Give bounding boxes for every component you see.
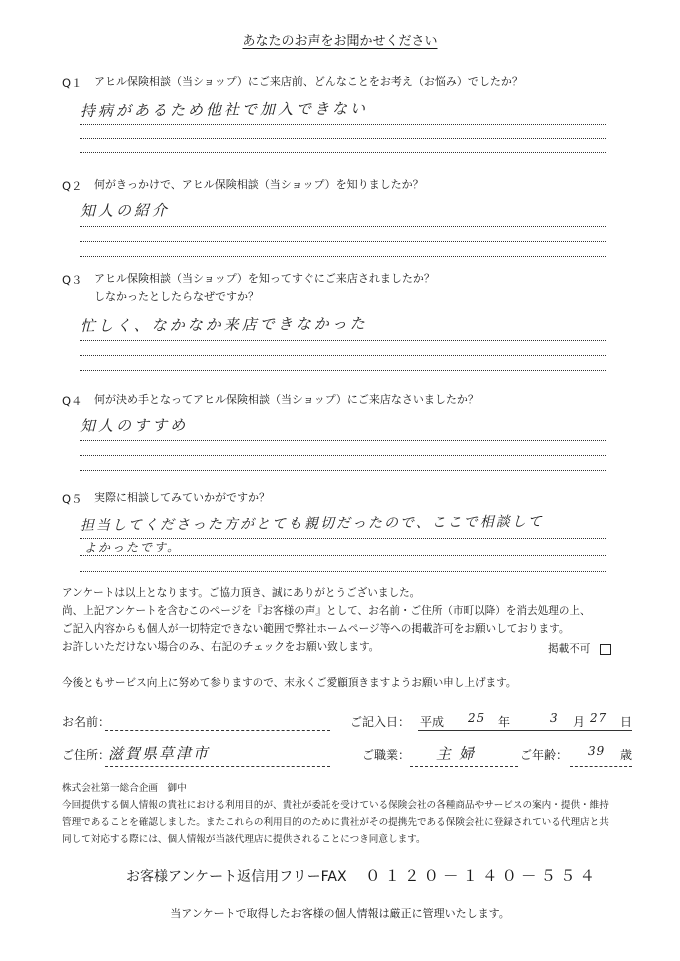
date-underline bbox=[418, 730, 632, 731]
address-label: ご住所： bbox=[62, 748, 111, 762]
opt-out-label: 掲載不可 bbox=[548, 643, 591, 655]
answer-line bbox=[80, 241, 606, 242]
date-era: 平成 bbox=[420, 715, 445, 729]
question-5-text: 実際に相談してみていかがですか？ bbox=[94, 491, 270, 504]
answer-line bbox=[80, 124, 606, 125]
answer-4[interactable]: 知人のすすめ bbox=[79, 416, 189, 435]
answer-line bbox=[80, 470, 606, 471]
age-field bbox=[570, 766, 632, 767]
answer-line bbox=[80, 555, 606, 556]
question-5-number: Q５ bbox=[62, 492, 83, 506]
name-field[interactable] bbox=[105, 730, 330, 731]
age-value[interactable]: 39 bbox=[587, 743, 606, 758]
answer-line bbox=[80, 538, 606, 539]
date-year[interactable]: 25 bbox=[467, 710, 486, 725]
opt-out-checkbox[interactable] bbox=[600, 644, 611, 655]
privacy-line-2: 管理であることを確認しました。またこれらの利用目的のために貴社がその提携先である保険会社に登録されている代理店と共 bbox=[62, 817, 609, 828]
month-unit: 月 bbox=[573, 715, 586, 729]
privacy-line-3: 同して対応する際には、個人情報が当該代理店に提供されることにつき同意します。 bbox=[62, 834, 426, 845]
notice-line-2: 尚、上記アンケートを含むこのページを『お客様の声』として、お名前・ご住所（市町以降）を消去処理の上、 bbox=[62, 605, 591, 617]
answer-5-line1[interactable]: 担当してくださった方がとても親切だったので、ここで相談して bbox=[79, 513, 544, 534]
question-4-number: Q４ bbox=[62, 394, 83, 408]
fax-label: お客様アンケート返信用フリーFAX bbox=[126, 869, 347, 885]
opt-out-checkbox-row[interactable] bbox=[548, 640, 611, 658]
privacy-line-1: 今回提供する個人情報の貴社における利用目的が、貴社が委託を受けている保険会社の各種商品やサービスの案内・提供・維持 bbox=[62, 800, 609, 811]
notice-line-1: アンケートは以上となります。ご協力頂き、誠にありがとうございました。 bbox=[62, 587, 421, 599]
date-day[interactable]: 27 bbox=[589, 710, 608, 725]
answer-line bbox=[80, 455, 606, 456]
name-label: お名前： bbox=[62, 715, 111, 729]
answer-line bbox=[80, 370, 606, 371]
address-field bbox=[105, 766, 330, 767]
answer-line bbox=[80, 571, 606, 572]
age-label: ご年齢： bbox=[520, 748, 569, 762]
answer-5-line2[interactable]: よかったです。 bbox=[83, 540, 182, 555]
answer-3[interactable]: 忙しく、なかなか来店できなかった bbox=[79, 314, 368, 335]
job-value[interactable]: 主婦 bbox=[435, 744, 483, 763]
job-label: ご職業： bbox=[362, 748, 411, 762]
question-3-text-line2: しなかったとしたらなぜですか？ bbox=[94, 290, 259, 303]
answer-line bbox=[80, 256, 606, 257]
date-label: ご記入日： bbox=[350, 715, 411, 729]
footer-note: 当アンケートで取得したお客様の個人情報は厳正に管理いたします。 bbox=[170, 907, 510, 920]
answer-2[interactable]: 知人の紹介 bbox=[79, 201, 171, 220]
day-unit: 日 bbox=[620, 715, 633, 729]
closing-message: 今後ともサービス向上に努めて参りますので、末永くご愛顧頂きますようお願い申し上げます。 bbox=[62, 677, 517, 689]
company-name: 株式会社第一総合企画 御中 bbox=[62, 783, 187, 794]
answer-line bbox=[80, 152, 606, 153]
question-3-text-line1: アヒル保険相談（当ショップ）を知ってすぐにご来店されましたか？ bbox=[94, 272, 435, 285]
fax-number[interactable]: ０１２０－１４０－５５４ bbox=[365, 867, 600, 885]
answer-line bbox=[80, 340, 606, 341]
answer-1[interactable]: 持病があるため他社で加入できない bbox=[79, 99, 369, 120]
question-4-text: 何が決め手となってアヒル保険相談（当ショップ）にご来店なさいましたか？ bbox=[94, 393, 479, 406]
question-3-number: Q３ bbox=[62, 273, 83, 287]
answer-line bbox=[80, 138, 606, 139]
question-2-text: 何がきっかけで、アヒル保険相談（当ショップ）を知りましたか？ bbox=[94, 178, 424, 191]
year-unit: 年 bbox=[498, 715, 511, 729]
date-month[interactable]: 3 bbox=[549, 710, 560, 725]
page-title: あなたのお声をお聞かせください bbox=[242, 34, 438, 49]
answer-line bbox=[80, 440, 606, 441]
age-unit: 歳 bbox=[620, 748, 633, 762]
notice-line-3: ご記入内容からも個人が一切特定できない範囲で弊社ホームページ等への掲載許可をお願いしております。 bbox=[62, 623, 570, 635]
answer-line bbox=[80, 226, 606, 227]
question-2-number: Q２ bbox=[62, 179, 83, 193]
address-value[interactable]: 滋賀県草津市 bbox=[107, 744, 211, 763]
question-1-number: Q１ bbox=[62, 76, 83, 90]
job-field bbox=[410, 766, 518, 767]
notice-line-4: お許しいただけない場合のみ、右記のチェックをお願い致します。 bbox=[62, 641, 380, 653]
answer-line bbox=[80, 355, 606, 356]
question-1-text: アヒル保険相談（当ショップ）にご来店前、どんなことをお考え（お悩み）でしたか？ bbox=[94, 75, 523, 88]
